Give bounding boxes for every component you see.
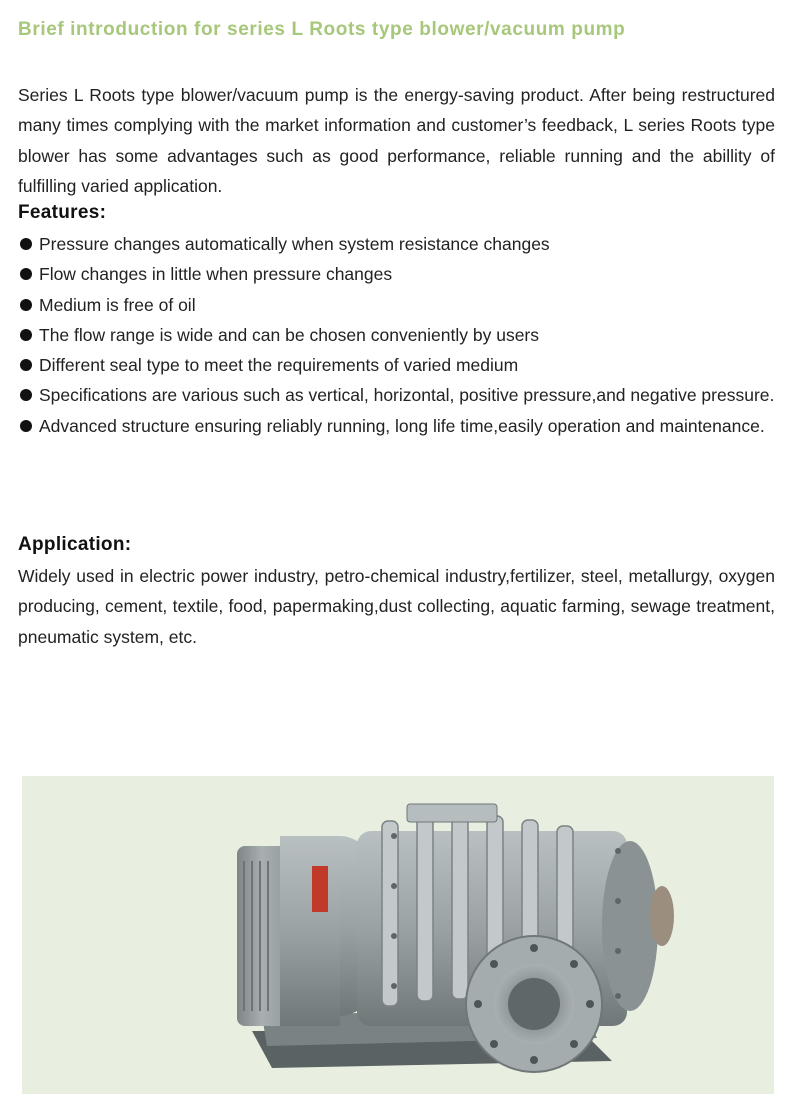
bullet-icon [20,268,32,280]
roots-blower-illustration [22,776,774,1094]
bullet-icon [20,389,32,401]
feature-text: Medium is free of oil [39,294,196,315]
bullet-icon [20,238,32,250]
bullet-icon [20,420,32,432]
page-title: Brief introduction for series L Roots type blower/vacuum pump [18,19,626,40]
intro-paragraph: Series L Roots type blower/vacuum pump is the energy-saving product. After being restructured many times complying with the market information and customer’s feedback, L series Roots type blower has some advantages such as good performance, reliable running and the abillity of fulfilling varied application. [18,85,775,196]
product-photo [22,776,774,1094]
feature-text: The flow range is wide and can be chosen conveniently by users [39,324,540,345]
feature-item [18,229,775,259]
feature-text: Flow changes in little when pressure changes [39,264,393,285]
feature-text: Advanced structure ensuring reliably running, long life time,easily operation and maintenance. [39,415,765,436]
feature-item [18,290,775,320]
application-heading: Application: [18,534,132,555]
feature-item [18,350,775,380]
feature-text: Pressure changes automatically when system resistance changes [39,234,550,254]
features-heading: Features: [18,202,107,223]
feature-text: Different seal type to meet the requirements of varied medium [39,355,519,376]
feature-item [18,380,775,410]
application-paragraph: Widely used in electric power industry, petro-chemical industry,fertilizer, steel, metallurgy, oxygen producing, cement, textile, food, papermaking,dust collecting, aquatic farming, sewage treatment, pneumatic system, etc. [18,566,775,647]
feature-item [18,320,775,350]
bullet-icon [20,299,32,311]
bullet-icon [20,359,32,371]
bullet-icon [20,329,32,341]
feature-item [18,259,775,289]
feature-item [18,411,775,441]
features-list [18,229,775,441]
feature-text: Specifications are various such as vertical, horizontal, positive pressure,and negative pressure. [39,385,775,406]
